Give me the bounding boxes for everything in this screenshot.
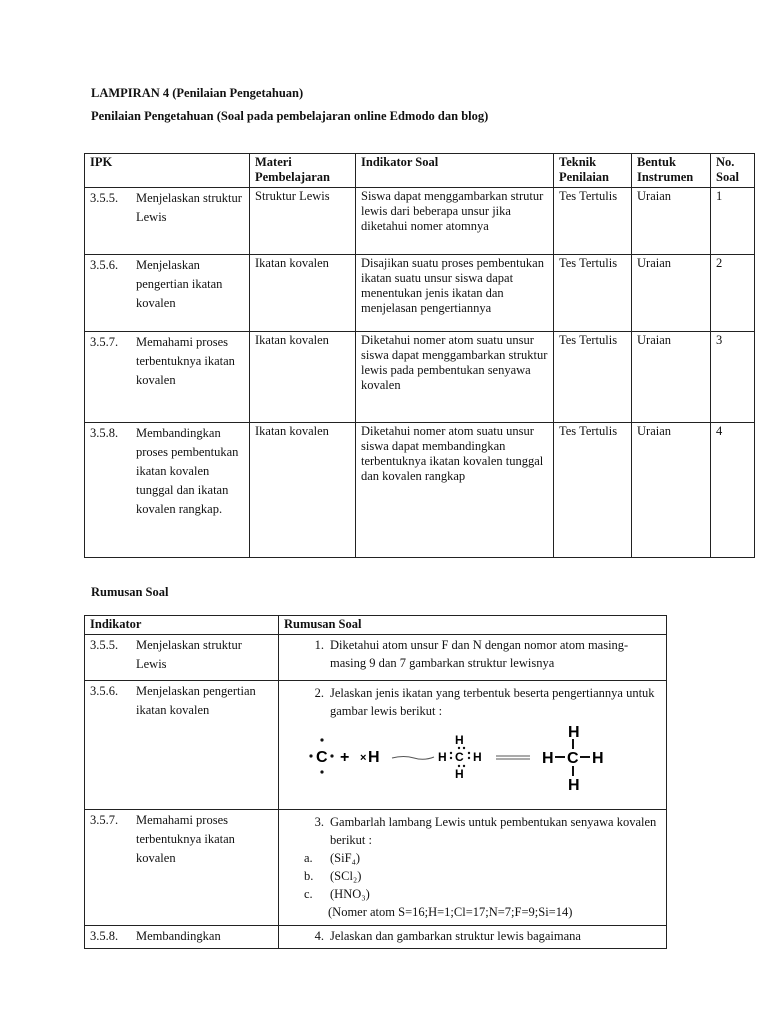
header-no-soal: No. Soal [711,154,755,188]
hydrogen-right: H [473,750,482,764]
hydrogen-top: H [455,733,464,747]
indikator-cell [85,926,279,949]
indikator-text: Menjelaskan struktur Lewis [136,638,242,671]
indikator-text: Memahami proses terbentuknya ikatan kovalen [136,813,235,865]
hydrogen-bottom: H [568,777,580,794]
hydrogen-left: H [438,750,447,764]
option-letter: b. [304,869,314,883]
indikator-cell: Siswa dapat menggambarkan strutur lewis dari beberapa unsur jika diketahui nomer atomnya [356,188,554,255]
header-teknik: Teknik Penilaian [554,154,632,188]
soal-cell [279,810,667,926]
header-indikator: Indikator [85,616,279,635]
indikator-code: 3.5.8. [90,929,119,943]
table-row [85,635,667,681]
electron-dot [320,770,323,773]
soal-text: Jelaskan dan gambarkan struktur lewis bagaimana [330,929,581,943]
no-soal-cell: 1 [711,188,755,255]
indikator-cell: Diketahui nomer atom suatu unsur siswa dapat membandingkan terbentuknya ikatan kovalen tunggal dan kovalen rangkap [356,423,554,558]
bentuk-cell: Uraian [632,255,711,332]
indikator-text: Menjelaskan pengertian ikatan kovalen [136,684,256,717]
indikator-cell: Disajikan suatu proses pembentukan ikatan suatu unsur siswa dapat menentukan jenis ikatan dan menjelasan pengertiannya [356,255,554,332]
ipk-code: 3.5.5. [90,191,119,205]
atomic-number-note: (Nomer atom S=16;H=1;Cl=17;N=7;F=9;Si=14) [328,905,573,919]
table-row [85,810,667,926]
reaction-arrow [392,757,434,760]
header-materi: Materi Pembelajaran [250,154,356,188]
soal-number: 1. [314,638,324,652]
ipk-text: Menjelaskan struktur Lewis [136,191,242,224]
no-soal-cell: 3 [711,332,755,423]
table-row [85,681,667,810]
option-letter: c. [304,887,313,901]
indikator-cell [85,681,279,810]
soal-cell [279,635,667,681]
header-indikator: Indikator Soal [356,154,554,188]
table-row [85,188,755,255]
soal-cell [279,926,667,949]
materi-cell: Struktur Lewis [250,188,356,255]
plus-sign: + [340,749,350,766]
carbon-center: C [567,750,579,767]
hydrogen-symbol: H [368,749,380,766]
teknik-cell: Tes Tertulis [554,188,632,255]
hydrogen-top: H [568,724,580,741]
indikator-code: 3.5.5. [90,638,119,652]
ipk-code: 3.5.6. [90,258,119,272]
ipk-code: 3.5.8. [90,426,119,440]
electron-dot [330,754,333,757]
indikator-code: 3.5.6. [90,684,119,698]
soal-number: 3. [314,815,324,829]
electron-dot [309,754,312,757]
materi-cell: Ikatan kovalen [250,332,356,423]
ipk-text: Menjelaskan pengertian ikatan kovalen [136,258,223,310]
ipk-code: 3.5.7. [90,335,119,349]
ipk-cell [85,188,250,255]
header-bentuk: Bentuk Instrumen [632,154,711,188]
carbon-symbol: C [316,749,328,766]
materi-cell: Ikatan kovalen [250,255,356,332]
bentuk-cell: Uraian [632,188,711,255]
ipk-cell [85,332,250,423]
header-rumusan-soal: Rumusan Soal [279,616,667,635]
no-soal-cell: 2 [711,255,755,332]
table-header-row [85,616,667,635]
electron-dot [320,738,323,741]
indikator-code: 3.5.7. [90,813,119,827]
soal-number: 2. [314,686,324,700]
rumusan-soal-table [84,615,667,949]
materi-cell: Ikatan kovalen [250,423,356,558]
soal-cell [279,681,667,810]
indikator-cell [85,810,279,926]
assessment-table [84,153,755,558]
table-row [85,332,755,423]
teknik-cell: Tes Tertulis [554,423,632,558]
table-row [85,926,667,949]
indikator-cell: Diketahui nomer atom suatu unsur siswa dapat menggambarkan struktur lewis pada pembentukan senyawa kovalen [356,332,554,423]
ipk-cell [85,255,250,332]
table-header-row [85,154,755,188]
rumusan-soal-heading: Rumusan Soal [91,585,169,599]
table-row [85,423,755,558]
soal-text: Diketahui atom unsur F dan N dengan nomor atom masing-masing 9 dan 7 gambarkan struktur lewisnya [330,638,629,670]
soal-option [304,849,662,867]
indikator-text: Membandingkan [136,929,221,943]
ipk-cell [85,423,250,558]
ipk-text: Memahami proses terbentuknya ikatan kovalen [136,335,235,387]
option-text: (SCl₂) [330,869,362,883]
carbon-center: C [455,750,464,764]
hydrogen-right: H [592,750,604,767]
ipk-text: Membandingkan proses pembentukan ikatan kovalen tunggal dan ikatan kovalen rangkap. [136,426,239,516]
cross-electron: × [360,752,367,764]
soal-text: Gambarlah lambang Lewis untuk pembentukan senyawa kovalen berikut : [330,815,657,847]
page-heading: LAMPIRAN 4 (Penilaian Pengetahuan) [91,86,304,100]
table-row [85,255,755,332]
option-letter: a. [304,851,313,865]
section-heading: Penilaian Pengetahuan (Soal pada pembelajaran online Edmodo dan blog) [91,109,489,123]
option-text: (HNO₃) [330,887,370,901]
soal-number: 4. [314,929,324,943]
teknik-cell: Tes Tertulis [554,332,632,423]
soal-text: Jelaskan jenis ikatan yang terbentuk beserta pengertiannya untuk gambar lewis berikut : [330,686,655,718]
indikator-cell [85,635,279,681]
soal-option [304,867,662,885]
bentuk-cell: Uraian [632,332,711,423]
header-ipk: IPK [85,154,250,188]
lewis-structure-diagram [284,720,662,794]
soal-option [304,885,662,903]
option-text: (SiF₄) [330,851,361,865]
bentuk-cell: Uraian [632,423,711,558]
no-soal-cell: 4 [711,423,755,558]
hydrogen-bottom: H [455,767,464,781]
teknik-cell: Tes Tertulis [554,255,632,332]
hydrogen-left: H [542,750,554,767]
